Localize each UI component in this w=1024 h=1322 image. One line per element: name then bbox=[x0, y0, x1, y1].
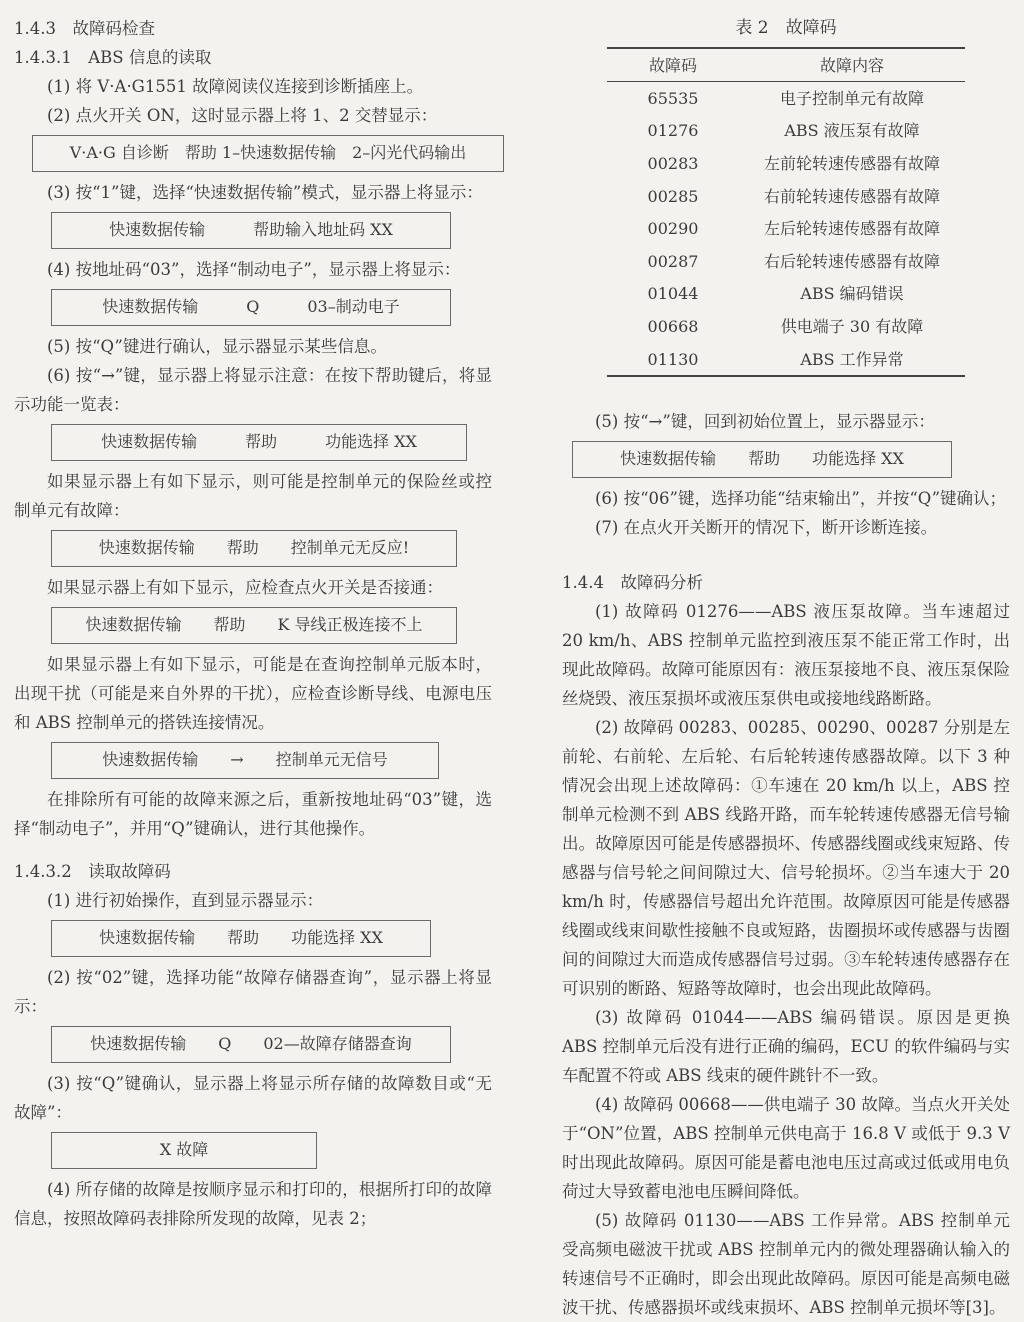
paragraph: (2) 按“02”键，选择功能“故障存储器查询”，显示器上将显示： bbox=[14, 968, 492, 1016]
fault-code-cell: 00668 bbox=[647, 316, 699, 336]
paragraph: (5) 按“→”键，回到初始位置上，显示器显示： bbox=[595, 412, 935, 432]
fault-content-cell: 右前轮转速传感器有故障 bbox=[763, 186, 940, 206]
paragraph: (1) 将 V·A·G1551 故障阅读仪连接到诊断插座上。 bbox=[47, 77, 424, 96]
fault-content-cell: 供电端子 30 有故障 bbox=[780, 316, 924, 336]
paragraph: (1) 进行初始操作，直到显示器显示： bbox=[47, 891, 324, 910]
right-column bbox=[562, 14, 1010, 1322]
paragraph: (2) 故障码 00283、00285、00290、00287 分别是左前轮、右前轮、左后轮、右后轮转速传感器故障。以下 3 种情况会出现上述故障码：①车速在 20 km/h 以上，ABS 控制单元检测不到 ABS 线路开路，而车轮转速传感器无信号输出。故障原因可能是传感器损坏、传感器线圈或线束短路、传感器与信号轮之间间隙过大、信号轮损坏。②当车速大于 20 km/h 时，传感器信号超出允许范围。故障原因可能是传感器线圈或线束间歇性接触不良或短路，齿圈损坏或传感器与齿圈间的间隙过大而造成传感器信号过弱。③车轮转速传感器存在可识别的断路、短路等故障时，也会出现此故障码。 bbox=[562, 718, 1010, 999]
paragraph: (4) 故障码 00668——供电端子 30 故障。当点火开关处于“ON”位置，ABS 控制单元供电高于 16.8 V 或低于 9.3 V 时出现此故障码。原因可能是蓄电池电压过高或过低或用电负荷过大导致蓄电池电压瞬间降低。 bbox=[562, 1095, 1010, 1202]
display-box: V·A·G 自诊断 帮助 1–快速数据传输 2–闪光代码输出 bbox=[32, 135, 504, 172]
fault-code-cell: 01276 bbox=[647, 121, 699, 141]
table-row bbox=[607, 147, 965, 180]
fault-code-cell: 01130 bbox=[607, 343, 739, 377]
paragraph: (5) 故障码 01130——ABS 工作异常。ABS 控制单元受高频电磁波干扰或 ABS 控制单元内的微处理器确认输入的转速信号不正确时，即会出现此故障码。原因可能是高频电磁波干扰、传感器损坏或线束损坏、ABS 控制单元损坏等[3]。 bbox=[562, 1211, 1010, 1318]
paragraph: (4) 所存储的故障是按顺序显示和打印的，根据所打印的故障信息，按照故障码表排除所发现的故障，见表 2； bbox=[14, 1180, 492, 1228]
display-box: 快速数据传输 帮助 功能选择 XX bbox=[572, 441, 952, 478]
paragraph: (1) 故障码 01276——ABS 液压泵故障。当车速超过 20 km/h、ABS 控制单元监控到液压泵不能正常工作时，出现此故障码。故障可能原因有：液压泵接地不良、液压泵保险丝烧毁、液压泵损坏或液压泵供电或接地线路断路。 bbox=[562, 602, 1010, 709]
fault-code-cell: 00287 bbox=[647, 251, 699, 271]
table-row bbox=[607, 245, 965, 278]
paragraph: (4) 按地址码“03”，选择“制动电子”，显示器上将显示： bbox=[47, 260, 461, 279]
table-row bbox=[607, 343, 965, 377]
fault-code-table bbox=[607, 47, 965, 377]
paragraph: (6) 按“→”键，显示器上将显示注意：在按下帮助键后，将显示功能一览表： bbox=[14, 366, 492, 414]
fault-content-cell: 右后轮转速传感器有故障 bbox=[763, 251, 940, 271]
table-row bbox=[607, 180, 965, 213]
paragraph: 在排除所有可能的故障来源之后，重新按地址码“03”键，选择“制动电子”，并用“Q”键确认，进行其他操作。 bbox=[14, 790, 492, 838]
display-box: 快速数据传输 → 控制单元无信号 bbox=[51, 742, 439, 779]
section-heading-1-4-4: 1.4.4 故障码分析 bbox=[562, 573, 703, 593]
paragraph: 如果显示器上有如下显示，可能是在查询控制单元版本时，出现干扰（可能是来自外界的干扰），应检查诊断导线、电源电压和 ABS 控制单元的搭铁连接情况。 bbox=[14, 655, 492, 732]
paragraph: (3) 按“1”键，选择“快速数据传输”模式，显示器上将显示： bbox=[47, 183, 483, 202]
table-header-row bbox=[607, 48, 965, 82]
paragraph: 如果显示器上有如下显示，应检查点火开关是否接通： bbox=[47, 578, 443, 597]
paragraph: (3) 按“Q”键确认，显示器上将显示所存储的故障数目或“无故障”： bbox=[14, 1074, 492, 1122]
fault-content-cell: ABS 编码错误 bbox=[800, 284, 904, 304]
fault-code-cell: 00290 bbox=[647, 219, 699, 239]
fault-code-cell: 01044 bbox=[647, 284, 699, 304]
left-column bbox=[14, 14, 492, 1233]
section-heading-1-4-3-1: 1.4.3.1 ABS 信息的读取 bbox=[14, 48, 212, 67]
paragraph: (6) 按“06”键，选择功能“结束输出”，并按“Q”键确认； bbox=[595, 489, 1007, 509]
fault-content-cell: 电子控制单元有故障 bbox=[779, 88, 924, 108]
fault-content-cell: 左后轮转速传感器有故障 bbox=[763, 219, 940, 239]
paragraph: (5) 按“Q”键进行确认，显示器显示某些信息。 bbox=[47, 337, 387, 356]
section-heading-1-4-3: 1.4.3 故障码检查 bbox=[14, 19, 155, 38]
paragraph: (2) 点火开关 ON，这时显示器上将 1、2 交替显示： bbox=[47, 106, 438, 125]
table-row bbox=[607, 82, 965, 115]
display-box: 快速数据传输 帮助 控制单元无反应! bbox=[51, 530, 457, 567]
fault-content-cell: ABS 液压泵有故障 bbox=[784, 121, 920, 141]
table-row bbox=[607, 115, 965, 148]
table-row bbox=[607, 310, 965, 343]
table-title: 表 2 故障码 bbox=[735, 18, 837, 38]
paragraph: 如果显示器上有如下显示，则可能是控制单元的保险丝或控制单元有故障： bbox=[14, 472, 492, 520]
display-box: 快速数据传输 帮助 功能选择 XX bbox=[51, 920, 431, 957]
fault-content-cell: ABS 工作异常 bbox=[739, 343, 965, 377]
fault-code-cell: 00283 bbox=[647, 153, 699, 173]
fault-code-cell: 65535 bbox=[647, 88, 699, 108]
display-box: X 故障 bbox=[51, 1132, 317, 1169]
display-box: 快速数据传输 帮助输入地址码 XX bbox=[51, 212, 451, 249]
paragraph: (7) 在点火开关断开的情况下，断开诊断连接。 bbox=[595, 518, 938, 538]
display-box: 快速数据传输 帮助 功能选择 XX bbox=[51, 424, 467, 461]
display-box: 快速数据传输 帮助 K 导线正极连接不上 bbox=[51, 607, 457, 644]
display-box: 快速数据传输 Q 03–制动电子 bbox=[51, 289, 451, 326]
table-header-content: 故障内容 bbox=[739, 48, 965, 82]
display-box: 快速数据传输 Q 02—故障存储器查询 bbox=[51, 1026, 451, 1063]
table-row bbox=[607, 278, 965, 311]
paragraph: (3) 故障码 01044——ABS 编码错误。原因是更换 ABS 控制单元后没有进行正确的编码，ECU 的软件编码与实车配置不符或 ABS 线束的硬件跳针不一致。 bbox=[562, 1008, 1010, 1086]
fault-code-cell: 00285 bbox=[647, 186, 699, 206]
fault-content-cell: 左前轮转速传感器有故障 bbox=[763, 153, 940, 173]
table-row bbox=[607, 212, 965, 245]
table-header-code: 故障码 bbox=[607, 48, 739, 82]
section-heading-1-4-3-2: 1.4.3.2 读取故障码 bbox=[14, 862, 171, 881]
